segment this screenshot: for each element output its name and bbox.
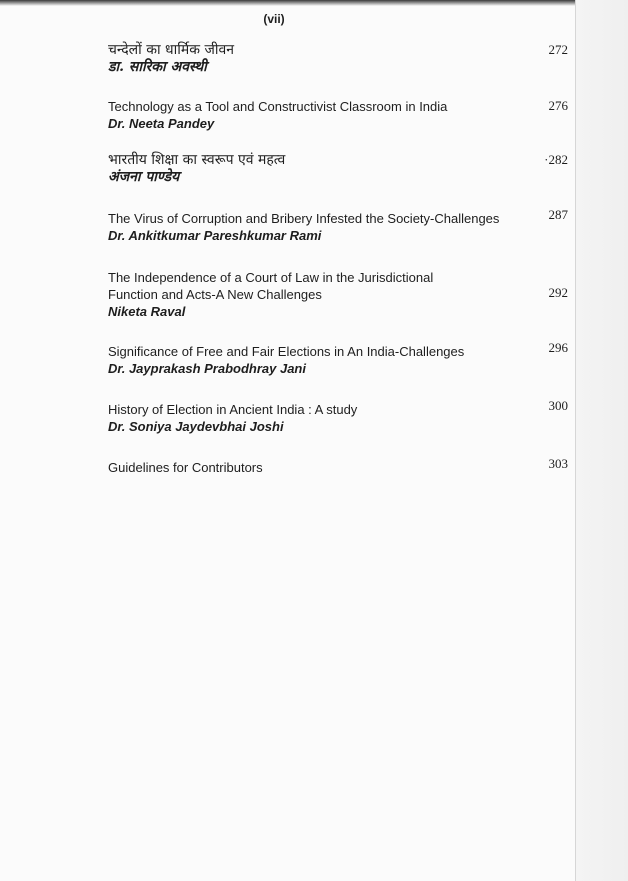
entry-page-number: ·282 — [544, 152, 568, 167]
entry-author: डा. सारिका अवस्थी — [108, 59, 207, 75]
toc-entry — [108, 398, 568, 435]
scan-top-edge — [0, 0, 628, 6]
table-of-contents — [108, 42, 568, 476]
entry-title: Significance of Free and Fair Elections in An India-Challenges — [108, 344, 465, 359]
toc-entry — [108, 42, 568, 76]
entry-author: अंजना पाण्डेय — [108, 169, 180, 185]
toc-entry — [108, 207, 568, 244]
entry-page-number: 300 — [548, 398, 568, 413]
entry-author: Dr. Neeta Pandey — [108, 116, 215, 131]
entry-page-number: 272 — [548, 42, 568, 57]
entry-title: History of Election in Ancient India : A study — [108, 402, 358, 417]
entry-page-number: 276 — [548, 98, 568, 113]
toc-entry — [108, 456, 568, 476]
toc-entry — [108, 98, 568, 132]
entry-title: Guidelines for Contributors — [108, 460, 263, 475]
entry-title: Technology as a Tool and Constructivist Classroom in India — [108, 99, 448, 114]
entry-title: The Virus of Corruption and Bribery Infested the Society-Challenges — [108, 211, 500, 226]
entry-author: Niketa Raval — [108, 304, 186, 319]
entry-title-line-1: The Independence of a Court of Law in the Jurisdictional — [108, 270, 434, 285]
entry-page-number: 303 — [548, 456, 568, 471]
entry-author: Dr. Jayprakash Prabodhray Jani — [108, 361, 306, 376]
entry-author: Dr. Soniya Jaydevbhai Joshi — [108, 419, 284, 434]
entry-page-number: 292 — [548, 285, 568, 300]
entry-title-line-2: Function and Acts-A New Challenges — [108, 287, 322, 302]
toc-entry — [108, 340, 568, 377]
entry-author: Dr. Ankitkumar Pareshkumar Rami — [108, 228, 322, 243]
scan-right-margin — [575, 0, 628, 881]
toc-entry — [108, 269, 568, 320]
page-label: (vii) — [263, 12, 285, 26]
entry-page-number: 287 — [548, 207, 568, 222]
entry-title: भारतीय शिक्षा का स्वरूप एवं महत्व — [108, 152, 286, 168]
toc-entry — [108, 152, 568, 186]
entry-title: चन्देलों का धार्मिक जीवन — [108, 42, 235, 58]
entry-page-number: 296 — [548, 340, 568, 355]
